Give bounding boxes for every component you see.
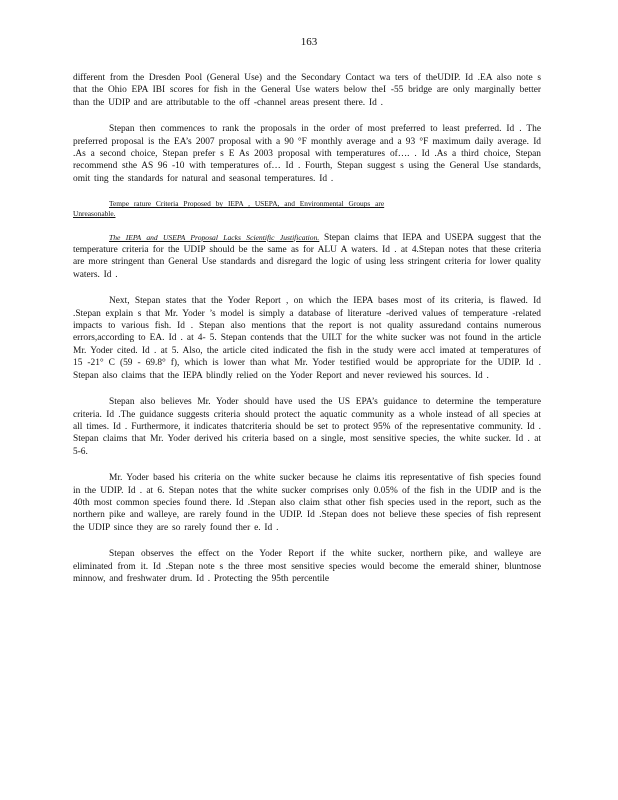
page-number: 163 [300, 36, 318, 48]
paragraph-3 [73, 232, 541, 282]
section-heading-line2: Unreasonable. [73, 209, 116, 219]
section-heading [73, 199, 541, 219]
paragraph-6: Mr. Yoder based his criteria on the white sucker because he claims itis representative of fish species found in the UDIP. Id . at 6. Stepan notes that the white sucker comprises only 0.05% of the fish in the UDIP and is the 40th most common species found there. Id .Stepan also claim sthat other fish species used in the report, such as the northern pike and walleye, are rarely found in the UDIP. Id .Stepan does not believe these species of fish represent the UDIP since they are so rarely found ther e. Id . [73, 473, 541, 533]
paragraph-5: Stepan also believes Mr. Yoder should have used the US EPA’s guidance to determine the temperature criteria. Id .The guidance suggests criteria should protect the aquatic community as a whole instead of all species at all times. Id . Furthermore, it indicates thatcriteria should be set to protect 95% of the representative community. Id . Stepan claims that Mr. Yoder derived his criteria based on a single, most sensitive species, the white sucker. Id . at 5-6. [73, 397, 541, 457]
paragraph-1: different from the Dresden Pool (General Use) and the Secondary Contact wa ters of theUDIP. Id .EA also note s that the Ohio EPA IBI scores for fish in the General Use waters below theI -55 bridge are only marginally better than the UDIP and are attributable to the off -channel areas present there. Id . [73, 73, 541, 108]
subsection-heading: The IEPA and USEPA Proposal Lacks Scientific Justification. [109, 232, 320, 242]
document-body [73, 72, 541, 585]
paragraph-4: Next, Stepan states that the Yoder Report , on which the IEPA bases most of its criteria, is flawed. Id .Stepan explain s that Mr. Yoder ’s model is simply a database of literature -derived values of temperature -related impacts to various fish. Id . Stepan also mentions that the report is not quality assuredand contains numerous errors,according to EA. Id . at 4- 5. Stepan contends that the UILT for the white sucker was not found in the article Mr. Yoder cited. Id . at 5. Also, the article cited indicated the fish in the study were accl imated at temperatures of 15 -21° C (59 - 69.8° f), which is lower than what Mr. Yoder testified would be appropriate for the UDIP. Id . Stepan also claims that the IEPA blindly relied on the Yoder Report and never reviewed his sources. Id . [73, 296, 541, 381]
paragraph-2: Stepan then commences to rank the proposals in the order of most preferred to least preferred. Id . The preferred proposal is the EA’s 2007 proposal with a 90 °F monthly average and a 93 °F maximum daily average. Id .As a second choice, Stepan prefer s E As 2003 proposal with temperatures of…. . Id .As a third choice, Stepan recommend sthe AS 96 -10 with temperatures of… Id . Fourth, Stepan suggest s using the General Use standards, omit ting the standards for natural and seasonal temperatures. Id . [73, 124, 541, 184]
paragraph-7: Stepan observes the effect on the Yoder Report if the white sucker, northern pike, and walleye are eliminated from it. Id .Stepan note s the three most sensitive species would become the emerald shiner, bluntnose minnow, and freshwater drum. Id . Protecting the 95th percentile [73, 549, 541, 584]
subsection-text: Stepan claims that IEPA and USEPA suggest that the temperature criteria for the UDIP should be the same as for ALU A waters. Id . at 4.Stepan notes that these criteria are more stringent than General Use standards and disregard the logic of using less stringent criteria for lower quality waters. Id . [73, 232, 541, 280]
section-heading-line1: Tempe rature Criteria Proposed by IEPA , USEPA, and Environmental Groups are [109, 199, 385, 209]
